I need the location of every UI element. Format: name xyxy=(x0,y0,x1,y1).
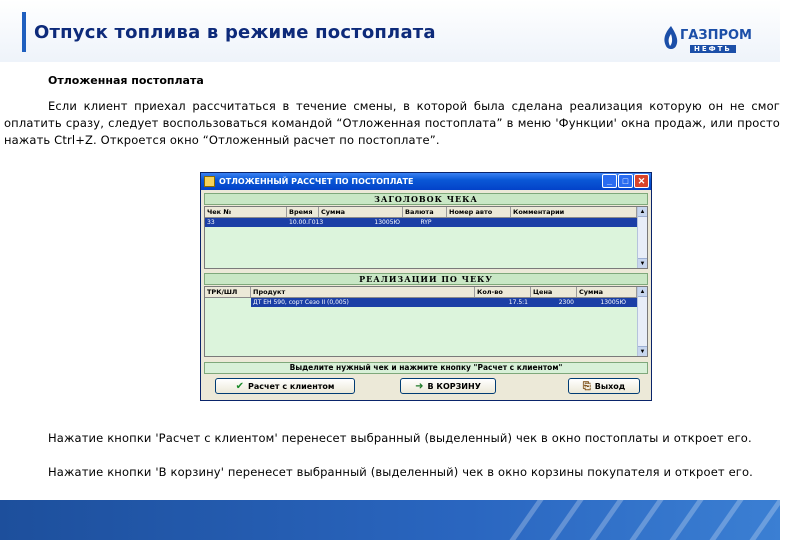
table-cell: 10.00.Г013 xyxy=(289,219,324,226)
column-header[interactable]: Сумма xyxy=(319,207,403,217)
column-header[interactable]: Сумма xyxy=(577,287,637,297)
table-cell: 17.5:1 xyxy=(508,299,528,306)
header-accent-bar xyxy=(22,12,26,52)
sales-header-band: РЕАЛИЗАЦИИ ПО ЧЕКУ xyxy=(204,273,648,285)
slide-title: Отпуск топлива в режиме постоплата xyxy=(34,22,436,43)
pay-with-client-button[interactable] xyxy=(215,378,355,394)
minimize-button[interactable]: _ xyxy=(602,174,617,188)
door-exit-icon: ⎘ xyxy=(582,380,591,392)
column-header[interactable]: ТРК/ШЛ xyxy=(205,287,251,297)
maximize-button[interactable]: □ xyxy=(618,174,633,188)
outro-paragraph-2 xyxy=(4,464,780,481)
logo-subtext: НЕФТЬ xyxy=(690,45,736,53)
flame-icon xyxy=(660,24,682,54)
table-cell xyxy=(447,218,511,227)
hint-bar: Выделите нужный чек и нажмите кнопку "Расчет с клиентом" xyxy=(204,362,648,374)
pay-button-label: Расчет с клиентом xyxy=(248,381,335,391)
exit-button[interactable] xyxy=(568,378,640,394)
table-row[interactable] xyxy=(205,218,637,227)
window-titlebar[interactable] xyxy=(201,173,651,190)
window-title: ОТЛОЖЕННЫЙ РАССЧЕТ ПО ПОСТОПЛАТЕ xyxy=(219,177,414,186)
table-cell: 13005Ю xyxy=(600,299,626,306)
table-cell xyxy=(511,218,637,227)
table-cell: 2300 xyxy=(558,299,574,306)
column-header[interactable]: Комментарии xyxy=(511,207,637,217)
gazprom-neft-logo xyxy=(660,24,752,58)
scroll-up-icon[interactable]: ▲ xyxy=(639,289,646,295)
close-button[interactable]: ✕ xyxy=(634,174,649,188)
arrow-right-icon: ➜ xyxy=(415,380,424,392)
sales-scrollbar[interactable] xyxy=(637,287,647,356)
table-cell: RYP xyxy=(420,219,432,226)
sales-grid xyxy=(204,286,648,357)
intro-paragraph xyxy=(4,98,780,149)
checks-grid xyxy=(204,206,648,269)
checks-scrollbar[interactable] xyxy=(637,207,647,268)
column-header[interactable]: Чек № xyxy=(205,207,287,217)
column-header[interactable]: Номер авто xyxy=(447,207,511,217)
column-header[interactable]: Валюта xyxy=(403,207,447,217)
scroll-down-icon[interactable]: ▼ xyxy=(638,346,647,356)
to-basket-button[interactable] xyxy=(400,378,496,394)
column-header[interactable]: Продукт xyxy=(251,287,475,297)
outro-text-1: Нажатие кнопки 'Расчет с клиентом' перенесет выбранный (выделенный) чек в окно постоплаты и откроет его. xyxy=(48,431,752,445)
app-icon xyxy=(204,176,215,187)
logo-text: ГАЗПРОМ xyxy=(680,28,752,43)
scroll-up-icon[interactable]: ▲ xyxy=(639,209,646,215)
sales-grid-header xyxy=(205,287,647,298)
footer-stripe xyxy=(735,490,790,560)
check-header-band: ЗАГОЛОВОК ЧЕКА xyxy=(204,193,648,205)
column-header[interactable]: Кол-во xyxy=(475,287,531,297)
slide-footer xyxy=(0,500,780,540)
scroll-down-icon[interactable]: ▼ xyxy=(638,258,647,268)
table-cell: 13005Ю xyxy=(374,219,400,226)
table-cell: 33 xyxy=(207,219,215,226)
slide-header xyxy=(0,0,780,62)
column-header[interactable]: Цена xyxy=(531,287,577,297)
table-row[interactable] xyxy=(251,298,637,307)
table-cell: ДТ ЕН 590, сорт Сезо II (0,005) xyxy=(253,299,349,306)
section-title: Отложенная постоплата xyxy=(48,74,204,87)
exit-button-label: Выход xyxy=(594,381,626,391)
deferred-payment-window xyxy=(200,172,652,401)
outro-paragraph-1 xyxy=(4,430,780,447)
intro-text: Если клиент приехал рассчитаться в течение смены, в которой была сделана реализация которую он не смог оплатить сразу, следует воспользоваться командой “Отложенная постоплата” в меню 'Функции' окна продаж, или просто нажать Ctrl+Z. Откроется окно “Отложенный расчет по постоплате”. xyxy=(4,99,780,147)
column-header[interactable]: Время xyxy=(287,207,319,217)
basket-button-label: В КОРЗИНУ xyxy=(427,381,481,391)
checkmark-icon: ✔ xyxy=(235,380,244,392)
outro-text-2: Нажатие кнопки 'В корзину' перенесет выбранный (выделенный) чек в окно корзины покупателя и откроет его. xyxy=(48,465,753,479)
checks-grid-header xyxy=(205,207,647,218)
